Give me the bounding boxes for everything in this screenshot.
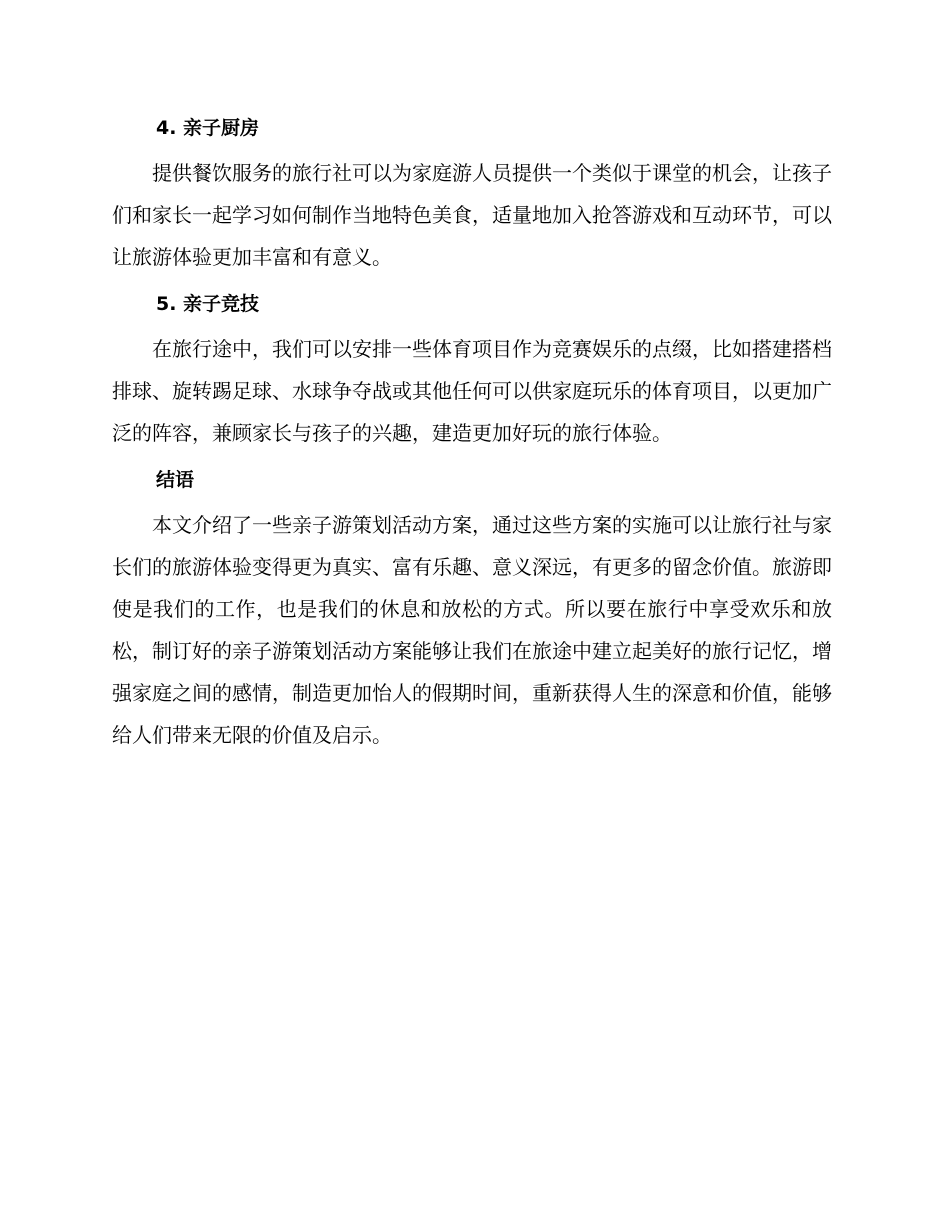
section-paragraph-conclusion: 本文介绍了一些亲子游策划活动方案，通过这些方案的实施可以让旅行社与家长们的旅游体验变得更为真实、富有乐趣、意义深远，有更多的留念价值。旅游即使是我们的工作，也是我们的休息和放松的方式。所以要在旅行中享受欢乐和放松，制订好的亲子游策划活动方案能够让我们在旅途中建立起美好的旅行记忆，增强家庭之间的感情，制造更加怡人的假期时间，重新获得人生的深意和价值，能够给人们带来无限的价值及启示。 [112, 513, 832, 747]
document-page [112, 108, 832, 762]
section-paragraph-sports: 在旅行途中，我们可以安排一些体育项目作为竞赛娱乐的点缀，比如搭建搭档排球、旋转踢足球、水球争夺战或其他任何可以供家庭玩乐的体育项目，以更加广泛的阵容，兼顾家长与孩子的兴趣，建造更加好玩的旅行体验。 [112, 337, 832, 445]
section-heading-kitchen: 4. 亲子厨房 [156, 117, 260, 139]
section-paragraph-kitchen: 提供餐饮服务的旅行社可以为家庭游人员提供一个类似于课堂的机会，让孩子们和家长一起学习如何制作当地特色美食，适量地加入抢答游戏和互动环节，可以让旅游体验更加丰富和有意义。 [112, 161, 832, 269]
section-heading-conclusion: 结语 [156, 469, 195, 491]
section-heading-sports: 5. 亲子竞技 [156, 293, 260, 315]
